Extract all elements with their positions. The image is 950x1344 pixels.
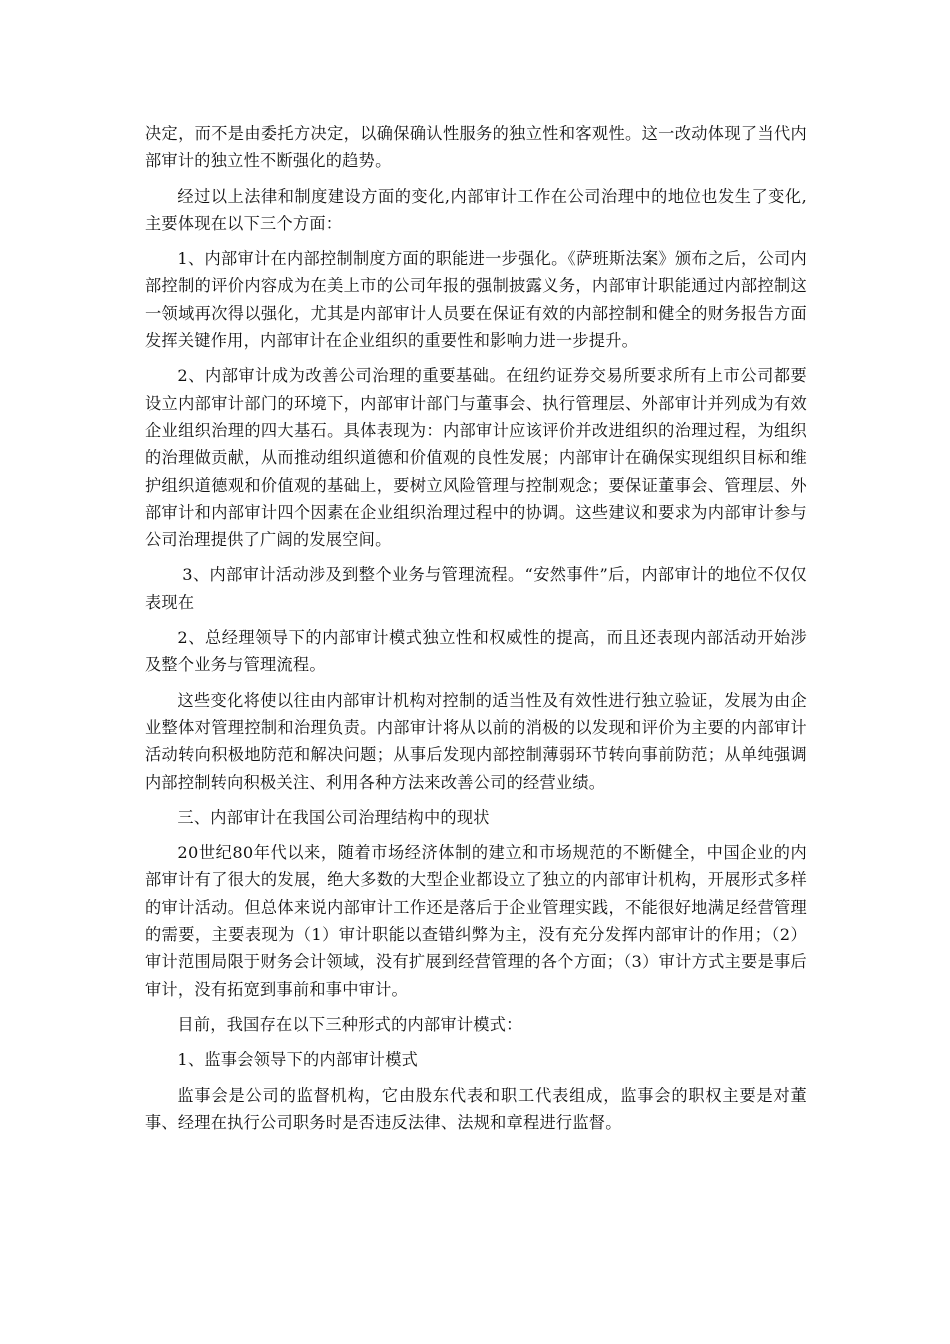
paragraph-point-1: 1、内部审计在内部控制制度方面的职能进一步强化。《萨班斯法案》颁布之后，公司内部控制的评价内容成为在美上市的公司年报的强制披露义务，内部审计职能通过内部控制这一领域再次得以强化，尤其是内部审计人员要在保证有效的内部控制和健全的财务报告方面发挥关键作用，内部审计在企业组织的重要性和影响力进一步提升。 <box>145 249 807 351</box>
section-heading-3: 三、内部审计在我国公司治理结构中的现状 <box>177 807 490 827</box>
document-body <box>145 120 807 1144</box>
paragraph-general-manager: 2、总经理领导下的内部审计模式独立性和权威性的提高，而且还表现内部活动开始涉及整个业务与管理流程。 <box>145 628 807 675</box>
paragraph-point-3: 3、内部审计活动涉及到整个业务与管理流程。“安然事件”后，内部审计的地位不仅仅表现在 <box>145 565 807 612</box>
subheading-mode-1: 1、监事会领导下的内部审计模式 <box>177 1050 419 1070</box>
paragraph-china-status: 20世纪80年代以来，随着市场经济体制的建立和市场规范的不断健全，中国企业的内部审计有了很大的发展，绝大多数的大型企业都设立了独立的内部审计机构，开展形式多样的审计活动。但总体来说内部审计工作还是落后于企业管理实践，不能很好地满足经营管理的需要，主要表现为（1）审计职能以查错纠弊为主，没有充分发挥内部审计的作用；（2）审计范围局限于财务会计领域，没有扩展到经营管理的各个方面；（3）审计方式主要是事后审计，没有拓宽到事前和事中审计。 <box>145 843 807 999</box>
paragraph-continuation: 决定，而不是由委托方决定，以确保确认性服务的独立性和客观性。这一改动体现了当代内部审计的独立性不断强化的趋势。 <box>145 124 807 171</box>
paragraph-point-2: 2、内部审计成为改善公司治理的重要基础。在纽约证券交易所要求所有上市公司都要设立内部审计部门的环境下，内部审计部门与董事会、执行管理层、外部审计并列成为有效企业组织治理的四大基石。具体表现为：内部审计应该评价并改进组织的治理过程，为组织的治理做贡献，从而推动组织道德和价值观的良性发展；内部审计在确保实现组织目标和维护组织道德观和价值观的基础上，要树立风险管理与控制观念；要保证董事会、管理层、外部审计和内部审计四个因素在企业组织治理过程中的协调。这些建议和要求为内部审计参与公司治理提供了广阔的发展空间。 <box>145 366 807 550</box>
paragraph-changes-effect: 这些变化将使以往由内部审计机构对控制的适当性及有效性进行独立验证，发展为由企业整体对管理控制和治理负责。内部审计将从以前的消极的以发现和评价为主要的内部审计活动转向积极地防范和解决问题；从事后发现内部控制薄弱环节转向事前防范；从单纯强调内部控制转向积极关注、利用各种方法来改善公司的经营业绩。 <box>145 690 807 792</box>
paragraph-three-modes: 目前，我国存在以下三种形式的内部审计模式： <box>177 1014 523 1034</box>
paragraph-intro-changes: 经过以上法律和制度建设方面的变化,内部审计工作在公司治理中的地位也发生了变化,主要体现在以下三个方面： <box>145 186 807 233</box>
paragraph-supervisory-board: 监事会是公司的监督机构，它由股东代表和职工代表组成，监事会的职权主要是对董事、经理在执行公司职务时是否违反法律、法规和章程进行监督。 <box>145 1085 807 1132</box>
